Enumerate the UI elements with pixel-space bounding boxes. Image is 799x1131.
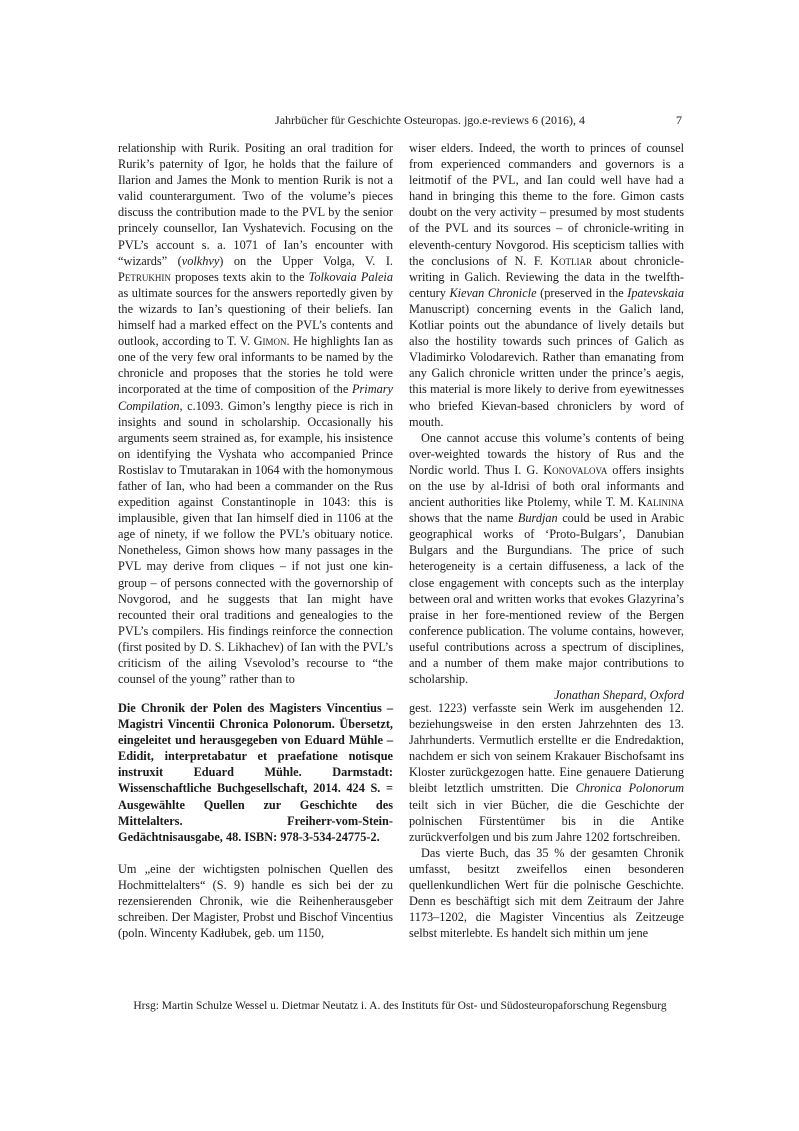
review1-paragraph	[409, 140, 684, 430]
text-run: wiser elders. Indeed, the worth to princes of counsel from experienced commanders and governors is a leitmotif of the PVL, and Ian could well have had a hand in bringing this theme to the fore. Gimon casts doubt on the very activity – presumed by most students of the PVL and its sources – of chronicle-writing in eleventh-century Novgorod. His scepticism tallies with the conclusions of N. F.	[409, 141, 684, 268]
review1-column-left	[118, 140, 393, 687]
text-run: gest. 1223) verfasste sein Werk im ausgehenden 12. beziehungsweise in den ersten Jahrzehnten des 13. Jahrhunderts. Vermutlich erstellte er die Endredaktion, nachdem er sich von seinem Krakauer Bischofsamt ins Kloster zurückgezogen hatte. Eine genauere Datierung bleibt letztlich umstritten. Die	[409, 701, 684, 796]
author-name: Petrukhin	[118, 269, 171, 284]
author-name: Kalinina	[637, 495, 684, 510]
review2-citation: Die Chronik der Polen des Magisters Vincentius – Magistri Vincentii Chronica Polonorum. Übersetzt, eingeleitet und herausgegeben von Eduard Mühle – Edidit, interpretabatur et praefatione notisque instruxit Eduard Mühle. Darmstadt: Wissenschaftliche Buchgesellschaft, 2014. 424 S. = Ausgewählte Quellen zur Geschichte des Mittelalters. Freiherr-vom-Stein-Gedächtnisausgabe, 48. ISBN: 978-3-534-24775-2.	[118, 701, 393, 844]
review2-column-left	[118, 700, 393, 941]
review1-paragraph	[118, 140, 393, 687]
spacer	[118, 845, 393, 861]
italic-term: Kievan Chronicle	[449, 285, 537, 300]
author-name: Konovalova	[543, 462, 608, 477]
reviewer-signature: Jonathan Shepard, Oxford	[554, 688, 684, 703]
author-name: Gimon	[253, 334, 287, 349]
text-run: about chronicle-writing in Galich. Reviewing the data in the twelfth-century	[409, 253, 684, 300]
review2-paragraph: Um „eine der wichtigsten polnischen Quellen des Hochmittelalters“ (S. 9) handle es sich bei der zu rezensierenden Chronik, wie die Reihenherausgeber schreiben. Der Magister, Probst und Bischof Vincentius (poln. Wincenty Kadłubek, geb. um 1150,	[118, 861, 393, 941]
review1-column-right	[409, 140, 684, 703]
text-run: shows that the name	[409, 511, 518, 526]
text-run: (preserved in the	[536, 285, 628, 300]
journal-title: Jahrbücher für Geschichte Osteuropas. jgo.e-reviews 6 (2016), 4	[275, 113, 585, 127]
review2-paragraph	[409, 700, 684, 845]
page-footer: Hrsg: Martin Schulze Wessel u. Dietmar Neutatz i. A. des Instituts für Ost- und Südosteuropaforschung Regensburg	[133, 1000, 667, 1012]
text-run: relationship with Rurik. Positing an oral tradition for Rurik’s paternity of Igor, he holds that the failure of Ilarion and James the Monk to mention Rurik is not a valid counterargument. Two of the volume’s pieces discuss the contribution made to the PVL by the senior princely counsellor, Ian Vyshatevich. Focusing on the PVL’s account s. a. 1071 of Ian’s encounter with “wizards” (	[118, 141, 393, 268]
text-run: offers insights on the use by al-Idrisi of both oral informants and ancient authorities like Ptolemy, while T. M.	[409, 462, 684, 510]
text-run: teilt sich in vier Bücher, die die Geschichte der polnischen Fürstentümer bis in die Antike zurückverfolgen und bis zum Jahre 1202 fortschreiben.	[409, 797, 684, 844]
text-run: proposes texts akin to the	[170, 269, 309, 284]
italic-term: volkhvy	[181, 253, 220, 268]
text-run: could be used in Arabic geographical works of ‘Proto-Bulgars’, Danubian Bulgars and the Burgundians. The price of such heterogeneity is a certain diffuseness, a lack of the close engagement with concepts such as the interplay between oral and written works that evokes Glazyrina’s praise in her fore-mentioned review of the Bergen conference publication. The volume contains, however, useful contributions across a spectrum of disciplines, and a number of them make major contributions to scholarship.	[409, 511, 685, 687]
text-run: , c.1093. Gimon’s lengthy piece is rich in insights and sound in scholarship. Occasionally his arguments seem strained as, for example, his insistence on identifying the Vyshata who accompanied Prince Rostislav to Tmutarakan in 1064 with the homonymous father of Ian, who had been a commander on the Rus expedition against Constantinople in 1043: this is implausible, given that Ian himself died in 1106 at the age of ninety, if we follow the PVL’s obituary notice. Nonetheless, Gimon shows how many passages in the PVL may derive from cliques – if not just one kin-group – of persons connected with the governorship of Novgorod, and he suggests that Ian might have recounted their oral traditions and genealogies to the PVL’s compilers. His findings reinforce the connection (first posited by D. S. Likhachev) of Ian with the PVL’s criticism of the ailing Vsevolod’s recourse to “the counsel of the young” rather than to	[118, 398, 393, 687]
text-run: . He highlights Ian as one of the very few oral informants to be named by the chronicle and proposes that the stories he told were incorporated at the time of composition of the	[118, 334, 393, 397]
review2-column-right	[409, 700, 684, 941]
review2-paragraph: Das vierte Buch, das 35 % der gesamten Chronik umfasst, besitzt zweifellos einen besonderen quellenkundlichen Wert für die polnische Geschichte. Denn es beschäftigt sich mit dem Zeitraum der Jahre 1173–1202, die Magister Vincentius als Zeitzeuge selbst miterlebte. Es handelt sich mithin um jene	[409, 845, 684, 941]
author-name: Kotliar	[550, 253, 593, 268]
italic-term: Primary Compilation	[118, 382, 393, 413]
page-number: 7	[676, 113, 682, 127]
review1-paragraph	[409, 430, 684, 688]
text-run: ) on the Upper Volga, V. I.	[219, 253, 393, 268]
running-header	[118, 113, 682, 129]
text-run: as ultimate sources for the answers reportedly given by the wizards to Ian’s questioning of their beliefs. Ian himself had a marked effect on the PVL’s contents and outlook, according to T. V.	[118, 285, 393, 349]
italic-term: Tolkovaia Paleia	[308, 269, 393, 284]
text-run: Manuscript) concerning events in the Galich land, Kotliar points out the abundance of lively details but also the hostility towards such princes of Galich as Vladimirko Volodarevich. Rather than emanating from any Galich chronicle written under the prince’s aegis, this material is more likely to derive from eyewitnesses who briefed Kievan-based chroniclers by word of mouth.	[409, 301, 684, 429]
italic-term: Ipatevskaia	[627, 285, 684, 300]
text-run: One cannot accuse this volume’s contents of being over-weighted towards the history of Rus and the Nordic world. Thus I. G.	[409, 430, 684, 477]
italic-term: Burdjan	[517, 511, 558, 526]
italic-term: Chronica Polonorum	[575, 781, 684, 796]
